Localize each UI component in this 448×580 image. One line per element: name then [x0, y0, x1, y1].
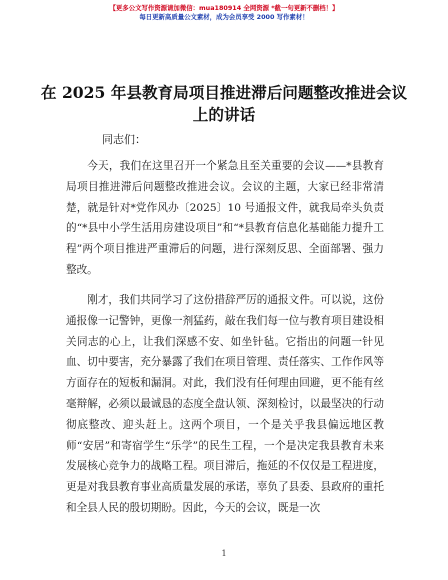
body-paragraph-1: 今天，我们在这里召开一个紧急且至关重要的会议——*县教育局项目推进滞后问题整改推进会议。会议的主题，大家已经非常清楚，就是针对*党作风办〔2025〕10 号通报文件，就我局牵头负责的“*县中小学生活用房建设项目”和“*县教育信息化基础能力提升工程”两个项目推进严重滞后的问题，进行深刻反思、全面部署、强力整改。 — [66, 160, 384, 276]
banner-promo-line: 【更多公文写作资源请加微信：mua180914 全网资源 *截一句更新不删档！】 — [109, 4, 339, 12]
document-title: 在 2025 年县教育局项目推进滞后问题整改推进会议上的讲话 — [40, 83, 408, 124]
page-number: 1 — [221, 549, 227, 558]
banner-subscribe-line: 每日更新高质量公文素材，成为会员享受 2000 写作素材！ — [139, 13, 309, 21]
greeting: 同志们： — [102, 133, 146, 146]
body-paragraph-2: 刚才，我们共同学习了这份措辞严厉的通报文件。可以说，这份通报像一记警钟，更像一剂猛药，敲在我们每一位与教育项目建设相关同志的心上，让我们深感不安、如坐针毡。它指出的问题一针见血、切中要害，充分暴露了我们在项目管理、责任落实、工作作风等方面存在的短板和漏洞。对此，我们没有任何理由回避，更不能有丝毫辩解，必须以最诚恳的态度全盘认领、深刻检讨，以最坚决的行动彻底整改、迎头赶上。这两个项目，一个是关乎我县偏远地区教师“安居”和寄宿学生“乐学”的民生工程，一个是决定我县教育未来发展核心竞争力的战略工程。项目滞后，拖延的不仅仅是工程进度，更是对我县教育事业高质量发展的承诺，辜负了县委、县政府的重托和全县人民的殷切期盼。因此，今天的会议，既是一次 — [66, 294, 384, 514]
header-banner — [0, 4, 448, 22]
